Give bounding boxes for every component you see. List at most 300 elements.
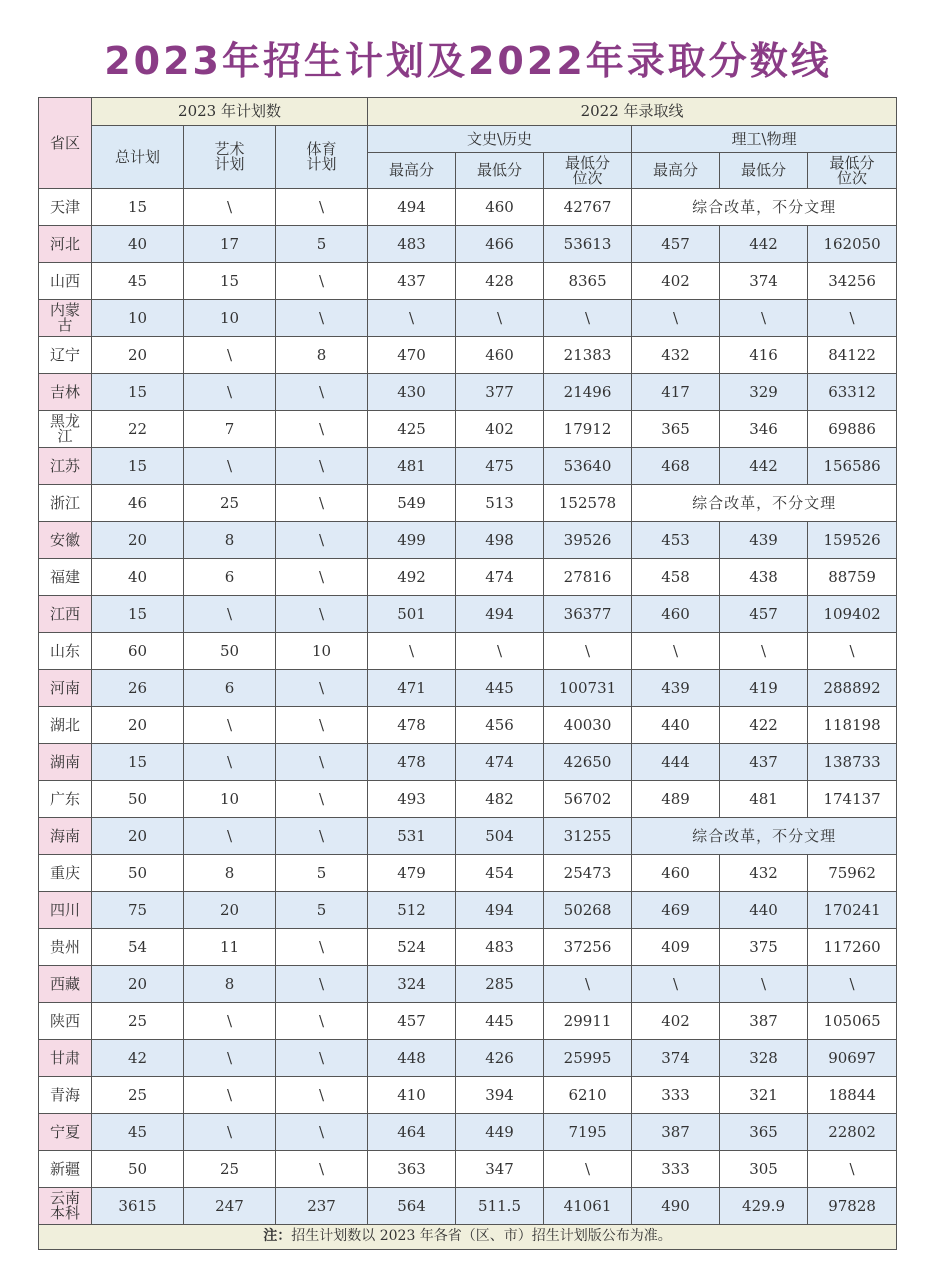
table-row [39, 337, 897, 374]
ligong-max-cell: \ [632, 633, 720, 670]
art-plan-cell: \ [184, 189, 276, 226]
wenshi-max-cell: 430 [368, 374, 456, 411]
wenshi-max-cell: 448 [368, 1040, 456, 1077]
wenshi-min-cell: 511.5 [456, 1188, 544, 1225]
total-plan-cell: 15 [92, 744, 184, 781]
art-plan-cell: \ [184, 1040, 276, 1077]
total-plan-cell: 46 [92, 485, 184, 522]
ligong-rank-cell: 90697 [808, 1040, 897, 1077]
ligong-max-cell: \ [632, 300, 720, 337]
ligong-rank-cell: \ [808, 1151, 897, 1188]
ligong-rank-cell: 34256 [808, 263, 897, 300]
province-cell: 陕西 [39, 1003, 92, 1040]
wenshi-min-cell: 426 [456, 1040, 544, 1077]
ligong-max-cell: 468 [632, 448, 720, 485]
province-cell: 安徽 [39, 522, 92, 559]
wenshi-rank-cell: 31255 [544, 818, 632, 855]
wenshi-max-cell: 470 [368, 337, 456, 374]
ligong-max-cell: 365 [632, 411, 720, 448]
ligong-max-cell: 458 [632, 559, 720, 596]
art-plan-cell: 247 [184, 1188, 276, 1225]
header-w-max: 最高分 [368, 153, 456, 189]
ligong-rank-cell: 88759 [808, 559, 897, 596]
ligong-max-cell: 453 [632, 522, 720, 559]
ligong-max-cell: 469 [632, 892, 720, 929]
total-plan-cell: 25 [92, 1003, 184, 1040]
province-name: 黑龙江 [49, 412, 80, 445]
wenshi-max-cell: 471 [368, 670, 456, 707]
header-ligong: 理工\物理 [632, 126, 897, 153]
total-plan-cell: 75 [92, 892, 184, 929]
ligong-max-cell: 387 [632, 1114, 720, 1151]
art-plan-cell: 10 [184, 781, 276, 818]
art-plan-cell: \ [184, 337, 276, 374]
ligong-rank-cell: 97828 [808, 1188, 897, 1225]
ligong-rank-cell: \ [808, 966, 897, 1003]
table-row [39, 966, 897, 1003]
ligong-rank-cell: 109402 [808, 596, 897, 633]
ligong-max-cell: 460 [632, 596, 720, 633]
ligong-min-cell: 481 [720, 781, 808, 818]
wenshi-rank-cell: 53640 [544, 448, 632, 485]
table-row [39, 300, 897, 337]
wenshi-min-cell: 460 [456, 189, 544, 226]
total-plan-cell: 20 [92, 337, 184, 374]
wenshi-rank-cell: 50268 [544, 892, 632, 929]
total-plan-cell: 3615 [92, 1188, 184, 1225]
wenshi-min-cell: 494 [456, 596, 544, 633]
province-cell: 湖南 [39, 744, 92, 781]
art-plan-cell: 10 [184, 300, 276, 337]
province-cell: 贵州 [39, 929, 92, 966]
ligong-max-cell: 402 [632, 263, 720, 300]
ligong-rank-cell: 75962 [808, 855, 897, 892]
province-cell: 重庆 [39, 855, 92, 892]
table-row [39, 1040, 897, 1077]
sport-plan-cell: \ [276, 596, 368, 633]
total-plan-cell: 15 [92, 448, 184, 485]
table-row [39, 1003, 897, 1040]
ligong-rank-cell: 69886 [808, 411, 897, 448]
province-cell: 西藏 [39, 966, 92, 1003]
wenshi-max-cell: 501 [368, 596, 456, 633]
ligong-merged-cell: 综合改革，不分文理 [632, 818, 897, 855]
ligong-rank-cell: 138733 [808, 744, 897, 781]
sport-plan-cell: \ [276, 485, 368, 522]
table-row [39, 744, 897, 781]
sport-plan-cell: \ [276, 1003, 368, 1040]
wenshi-min-cell: 504 [456, 818, 544, 855]
wenshi-rank-cell: 53613 [544, 226, 632, 263]
total-plan-cell: 22 [92, 411, 184, 448]
total-plan-cell: 40 [92, 226, 184, 263]
header-l-rank-label: 最低分位次 [829, 153, 875, 187]
wenshi-rank-cell: 40030 [544, 707, 632, 744]
ligong-min-cell: 321 [720, 1077, 808, 1114]
sport-plan-cell: \ [276, 189, 368, 226]
table-row [39, 1114, 897, 1151]
ligong-min-cell: 365 [720, 1114, 808, 1151]
art-plan-cell: \ [184, 707, 276, 744]
ligong-rank-cell: 159526 [808, 522, 897, 559]
sport-plan-cell: \ [276, 929, 368, 966]
province-cell: 吉林 [39, 374, 92, 411]
ligong-min-cell: 387 [720, 1003, 808, 1040]
sport-plan-cell: \ [276, 781, 368, 818]
wenshi-rank-cell: 17912 [544, 411, 632, 448]
sport-plan-cell: \ [276, 818, 368, 855]
wenshi-min-cell: \ [456, 633, 544, 670]
sport-plan-cell: 8 [276, 337, 368, 374]
ligong-min-cell: 440 [720, 892, 808, 929]
wenshi-min-cell: 347 [456, 1151, 544, 1188]
ligong-rank-cell: 105065 [808, 1003, 897, 1040]
total-plan-cell: 20 [92, 818, 184, 855]
wenshi-rank-cell: 56702 [544, 781, 632, 818]
total-plan-cell: 50 [92, 1151, 184, 1188]
sport-plan-cell: 5 [276, 892, 368, 929]
wenshi-min-cell: 460 [456, 337, 544, 374]
art-plan-cell: 8 [184, 966, 276, 1003]
admission-table [38, 97, 897, 1250]
total-plan-cell: 20 [92, 966, 184, 1003]
province-cell [39, 1188, 92, 1225]
ligong-rank-cell: 63312 [808, 374, 897, 411]
wenshi-rank-cell: 29911 [544, 1003, 632, 1040]
ligong-min-cell: 432 [720, 855, 808, 892]
header-art-label: 艺术计划 [214, 140, 245, 173]
total-plan-cell: 15 [92, 374, 184, 411]
ligong-max-cell: 402 [632, 1003, 720, 1040]
wenshi-min-cell: 285 [456, 966, 544, 1003]
wenshi-max-cell: \ [368, 633, 456, 670]
province-cell: 天津 [39, 189, 92, 226]
wenshi-max-cell: 483 [368, 226, 456, 263]
wenshi-min-cell: 474 [456, 559, 544, 596]
wenshi-max-cell: 324 [368, 966, 456, 1003]
sport-plan-cell: \ [276, 1151, 368, 1188]
wenshi-max-cell: 512 [368, 892, 456, 929]
art-plan-cell: \ [184, 596, 276, 633]
wenshi-max-cell: 479 [368, 855, 456, 892]
table-row [39, 522, 897, 559]
sport-plan-cell: \ [276, 300, 368, 337]
wenshi-max-cell: 499 [368, 522, 456, 559]
wenshi-max-cell: 564 [368, 1188, 456, 1225]
ligong-max-cell: 374 [632, 1040, 720, 1077]
header-l-max: 最高分 [632, 153, 720, 189]
art-plan-cell: \ [184, 448, 276, 485]
ligong-rank-cell: \ [808, 300, 897, 337]
art-plan-cell: 6 [184, 559, 276, 596]
wenshi-max-cell: 531 [368, 818, 456, 855]
total-plan-cell: 15 [92, 596, 184, 633]
wenshi-rank-cell: \ [544, 633, 632, 670]
wenshi-rank-cell: 37256 [544, 929, 632, 966]
province-cell: 江西 [39, 596, 92, 633]
art-plan-cell: 20 [184, 892, 276, 929]
art-plan-cell: 25 [184, 1151, 276, 1188]
header-total: 总计划 [92, 126, 184, 189]
ligong-max-cell: 333 [632, 1151, 720, 1188]
art-plan-cell: \ [184, 818, 276, 855]
page-title: 2023年招生计划及2022年录取分数线 [104, 39, 832, 83]
art-plan-cell: \ [184, 744, 276, 781]
ligong-min-cell: 422 [720, 707, 808, 744]
table-row [39, 485, 897, 522]
wenshi-rank-cell: 21496 [544, 374, 632, 411]
art-plan-cell: 25 [184, 485, 276, 522]
ligong-min-cell: \ [720, 966, 808, 1003]
sport-plan-cell: \ [276, 670, 368, 707]
wenshi-rank-cell: 41061 [544, 1188, 632, 1225]
province-cell: 宁夏 [39, 1114, 92, 1151]
total-plan-cell: 26 [92, 670, 184, 707]
wenshi-max-cell: 437 [368, 263, 456, 300]
ligong-rank-cell: 162050 [808, 226, 897, 263]
wenshi-min-cell: 402 [456, 411, 544, 448]
total-plan-cell: 50 [92, 781, 184, 818]
sport-plan-cell: 10 [276, 633, 368, 670]
sport-plan-cell: 5 [276, 855, 368, 892]
province-cell: 河北 [39, 226, 92, 263]
wenshi-min-cell: \ [456, 300, 544, 337]
ligong-min-cell: 374 [720, 263, 808, 300]
wenshi-max-cell: 524 [368, 929, 456, 966]
province-cell: 山西 [39, 263, 92, 300]
wenshi-min-cell: 474 [456, 744, 544, 781]
sport-plan-cell: \ [276, 374, 368, 411]
sport-plan-cell: \ [276, 744, 368, 781]
header-w-min: 最低分 [456, 153, 544, 189]
art-plan-cell: 17 [184, 226, 276, 263]
ligong-max-cell: 432 [632, 337, 720, 374]
province-cell [39, 300, 92, 337]
sport-plan-cell: \ [276, 966, 368, 1003]
ligong-rank-cell: 84122 [808, 337, 897, 374]
wenshi-min-cell: 456 [456, 707, 544, 744]
sport-plan-cell: \ [276, 411, 368, 448]
ligong-max-cell: 490 [632, 1188, 720, 1225]
province-name: 云南本科 [49, 1189, 80, 1222]
header-plan-group: 2023 年计划数 [92, 98, 368, 126]
ligong-min-cell: 429.9 [720, 1188, 808, 1225]
ligong-merged-cell: 综合改革，不分文理 [632, 189, 897, 226]
header-l-min: 最低分 [720, 153, 808, 189]
art-plan-cell: \ [184, 374, 276, 411]
wenshi-min-cell: 394 [456, 1077, 544, 1114]
province-cell: 辽宁 [39, 337, 92, 374]
ligong-rank-cell: 288892 [808, 670, 897, 707]
wenshi-rank-cell: 25473 [544, 855, 632, 892]
table-row [39, 707, 897, 744]
header-art [184, 126, 276, 189]
header-w-rank-label: 最低分位次 [565, 153, 611, 187]
ligong-min-cell: 442 [720, 226, 808, 263]
province-cell: 四川 [39, 892, 92, 929]
table-row [39, 633, 897, 670]
total-plan-cell: 20 [92, 522, 184, 559]
total-plan-cell: 45 [92, 263, 184, 300]
total-plan-cell: 20 [92, 707, 184, 744]
ligong-min-cell: 457 [720, 596, 808, 633]
sport-plan-cell: \ [276, 1077, 368, 1114]
ligong-max-cell: 333 [632, 1077, 720, 1114]
art-plan-cell: 7 [184, 411, 276, 448]
province-name: 内蒙古 [49, 301, 80, 334]
art-plan-cell: 11 [184, 929, 276, 966]
province-cell: 新疆 [39, 1151, 92, 1188]
total-plan-cell: 60 [92, 633, 184, 670]
total-plan-cell: 42 [92, 1040, 184, 1077]
wenshi-min-cell: 494 [456, 892, 544, 929]
ligong-max-cell: 439 [632, 670, 720, 707]
province-cell: 广东 [39, 781, 92, 818]
ligong-min-cell: \ [720, 633, 808, 670]
total-plan-cell: 10 [92, 300, 184, 337]
wenshi-rank-cell: 8365 [544, 263, 632, 300]
table-row [39, 596, 897, 633]
wenshi-max-cell: 492 [368, 559, 456, 596]
ligong-rank-cell: \ [808, 633, 897, 670]
wenshi-rank-cell: 152578 [544, 485, 632, 522]
wenshi-rank-cell: 100731 [544, 670, 632, 707]
province-cell: 湖北 [39, 707, 92, 744]
table-row [39, 929, 897, 966]
total-plan-cell: 25 [92, 1077, 184, 1114]
sport-plan-cell: \ [276, 559, 368, 596]
table-row [39, 448, 897, 485]
ligong-min-cell: 329 [720, 374, 808, 411]
art-plan-cell: 8 [184, 522, 276, 559]
sport-plan-cell: \ [276, 522, 368, 559]
table-row [39, 781, 897, 818]
table-row [39, 1077, 897, 1114]
ligong-rank-cell: 170241 [808, 892, 897, 929]
wenshi-min-cell: 428 [456, 263, 544, 300]
ligong-max-cell: 460 [632, 855, 720, 892]
ligong-min-cell: 439 [720, 522, 808, 559]
wenshi-rank-cell: 39526 [544, 522, 632, 559]
ligong-max-cell: 489 [632, 781, 720, 818]
wenshi-max-cell: 494 [368, 189, 456, 226]
art-plan-cell: 15 [184, 263, 276, 300]
ligong-min-cell: 442 [720, 448, 808, 485]
total-plan-cell: 40 [92, 559, 184, 596]
wenshi-min-cell: 445 [456, 1003, 544, 1040]
header-province: 省区 [39, 98, 92, 189]
wenshi-rank-cell: \ [544, 300, 632, 337]
sport-plan-cell: 237 [276, 1188, 368, 1225]
ligong-rank-cell: 18844 [808, 1077, 897, 1114]
ligong-rank-cell: 117260 [808, 929, 897, 966]
wenshi-max-cell: 549 [368, 485, 456, 522]
wenshi-rank-cell: 25995 [544, 1040, 632, 1077]
sport-plan-cell: \ [276, 263, 368, 300]
sport-plan-cell: \ [276, 707, 368, 744]
ligong-max-cell: 440 [632, 707, 720, 744]
table-row [39, 818, 897, 855]
table-row [39, 1151, 897, 1188]
wenshi-min-cell: 449 [456, 1114, 544, 1151]
wenshi-min-cell: 483 [456, 929, 544, 966]
header-w-rank [544, 153, 632, 189]
province-cell: 海南 [39, 818, 92, 855]
sport-plan-cell: \ [276, 1114, 368, 1151]
wenshi-max-cell: 457 [368, 1003, 456, 1040]
wenshi-max-cell: 478 [368, 707, 456, 744]
ligong-min-cell: 416 [720, 337, 808, 374]
footnote-text: 招生计划数以 2023 年各省（区、市）招生计划版公布为准。 [291, 1228, 672, 1245]
art-plan-cell: \ [184, 1114, 276, 1151]
wenshi-rank-cell: 6210 [544, 1077, 632, 1114]
province-cell: 浙江 [39, 485, 92, 522]
province-cell [39, 411, 92, 448]
wenshi-max-cell: 363 [368, 1151, 456, 1188]
ligong-rank-cell: 22802 [808, 1114, 897, 1151]
ligong-min-cell: 305 [720, 1151, 808, 1188]
art-plan-cell: \ [184, 1077, 276, 1114]
art-plan-cell: \ [184, 1003, 276, 1040]
ligong-max-cell: \ [632, 966, 720, 1003]
art-plan-cell: 6 [184, 670, 276, 707]
wenshi-min-cell: 513 [456, 485, 544, 522]
table-row [39, 1188, 897, 1225]
wenshi-min-cell: 445 [456, 670, 544, 707]
province-cell: 河南 [39, 670, 92, 707]
art-plan-cell: 50 [184, 633, 276, 670]
province-cell: 江苏 [39, 448, 92, 485]
ligong-max-cell: 417 [632, 374, 720, 411]
wenshi-rank-cell: 36377 [544, 596, 632, 633]
ligong-min-cell: 437 [720, 744, 808, 781]
total-plan-cell: 45 [92, 1114, 184, 1151]
ligong-rank-cell: 156586 [808, 448, 897, 485]
total-plan-cell: 54 [92, 929, 184, 966]
ligong-rank-cell: 174137 [808, 781, 897, 818]
ligong-rank-cell: 118198 [808, 707, 897, 744]
sport-plan-cell: \ [276, 448, 368, 485]
table-row [39, 670, 897, 707]
wenshi-min-cell: 377 [456, 374, 544, 411]
wenshi-rank-cell: 21383 [544, 337, 632, 374]
table-row [39, 559, 897, 596]
ligong-merged-cell: 综合改革，不分文理 [632, 485, 897, 522]
header-wenshi: 文史\历史 [368, 126, 632, 153]
wenshi-rank-cell: 7195 [544, 1114, 632, 1151]
table-row [39, 374, 897, 411]
wenshi-min-cell: 475 [456, 448, 544, 485]
footnote [39, 1225, 897, 1250]
header-sport-label: 体育计划 [306, 140, 337, 173]
table-row [39, 892, 897, 929]
wenshi-rank-cell: \ [544, 1151, 632, 1188]
wenshi-max-cell: 464 [368, 1114, 456, 1151]
total-plan-cell: 15 [92, 189, 184, 226]
table-row [39, 189, 897, 226]
ligong-min-cell: 346 [720, 411, 808, 448]
header-sport [276, 126, 368, 189]
sport-plan-cell: \ [276, 1040, 368, 1077]
total-plan-cell: 50 [92, 855, 184, 892]
wenshi-max-cell: 410 [368, 1077, 456, 1114]
wenshi-max-cell: 493 [368, 781, 456, 818]
province-cell: 甘肃 [39, 1040, 92, 1077]
ligong-max-cell: 409 [632, 929, 720, 966]
province-cell: 山东 [39, 633, 92, 670]
header-score-group: 2022 年录取线 [368, 98, 897, 126]
footnote-label: 注： [263, 1228, 292, 1245]
